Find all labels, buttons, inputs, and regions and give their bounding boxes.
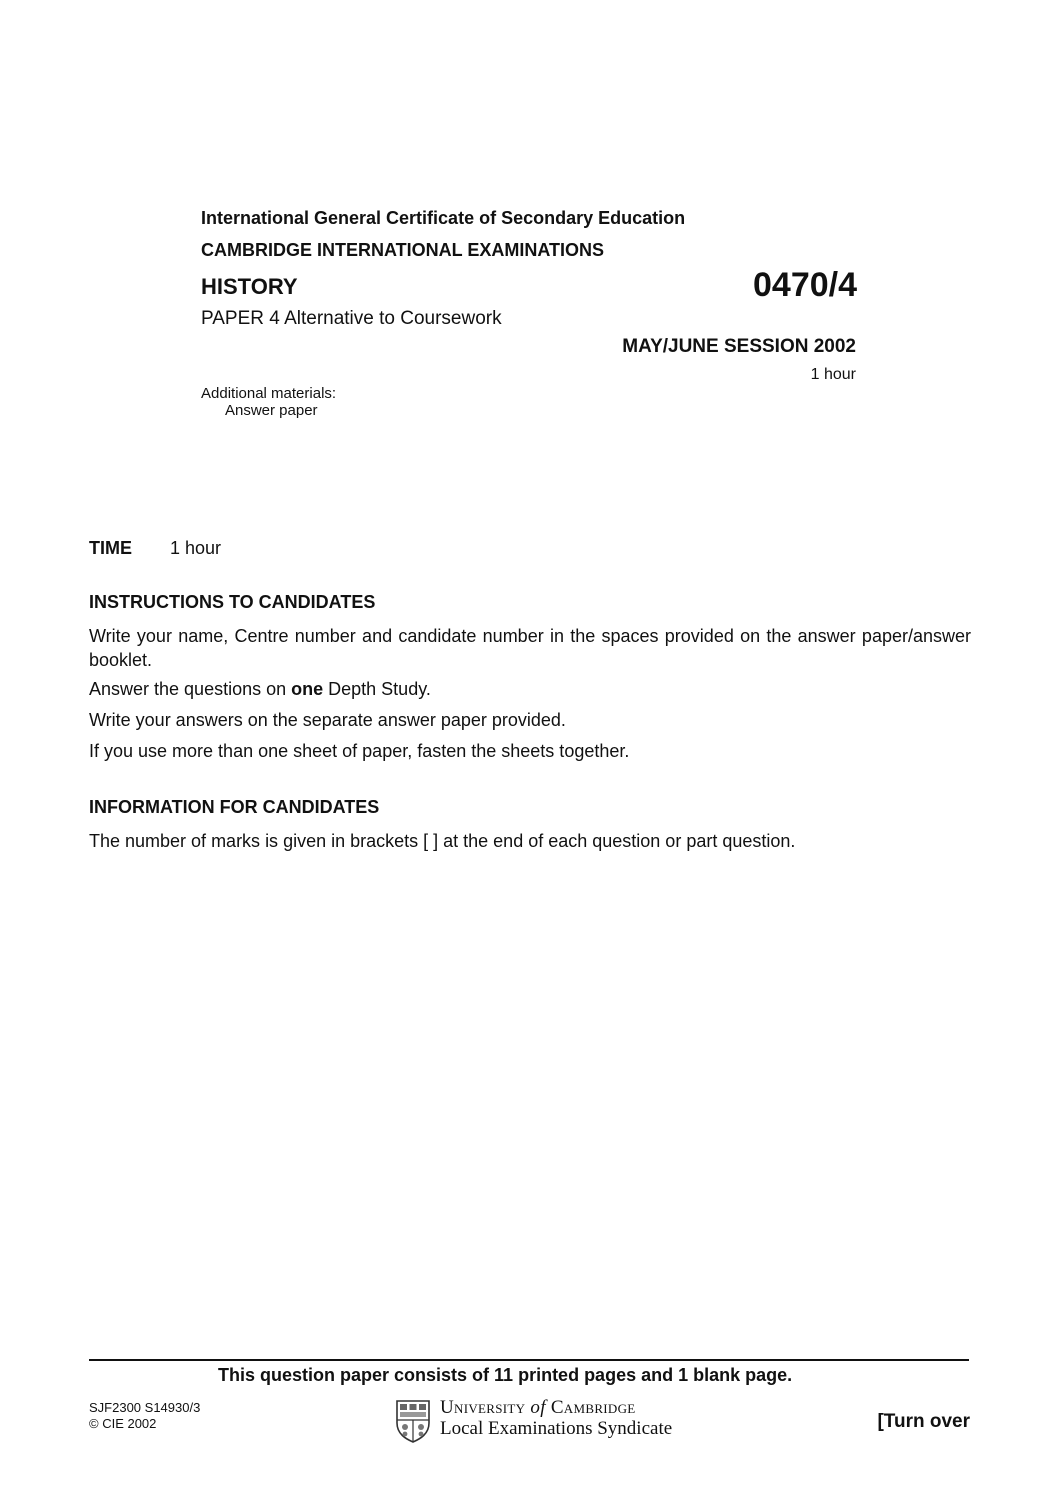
university-name-start: University — [440, 1397, 531, 1418]
university-name — [440, 1397, 636, 1419]
reference-code: SJF2300 S14930/3 — [89, 1400, 201, 1415]
time-label: TIME — [89, 538, 132, 558]
instruction-name-centre: Write your name, Centre number and candidate number in the spaces provided on the answer paper/answer booklet. — [89, 626, 971, 670]
subject-title: HISTORY — [201, 274, 298, 299]
additional-materials-item: Answer paper — [225, 402, 318, 419]
exam-board: CAMBRIDGE INTERNATIONAL EXAMINATIONS — [201, 240, 604, 260]
university-name-end: Cambridge — [545, 1397, 636, 1418]
time-value: 1 hour — [170, 538, 222, 558]
instruction-depth-study-before: Answer the questions on — [89, 679, 292, 699]
paper-title: PAPER 4 Alternative to Coursework — [201, 308, 502, 329]
instruction-fasten-sheets: If you use more than one sheet of paper, fasten the sheets together. — [89, 741, 630, 761]
instruction-answer-paper: Write your answers on the separate answer paper provided. — [89, 710, 566, 730]
exam-duration: 1 hour — [810, 366, 856, 383]
qualification-title: International General Certificate of Secondary Education — [201, 208, 686, 228]
paper-code: 0470/4 — [753, 266, 857, 304]
footer-divider — [89, 1359, 969, 1361]
copyright-notice: © CIE 2002 — [89, 1416, 157, 1431]
university-crest-icon — [395, 1399, 431, 1443]
instructions-heading: INSTRUCTIONS TO CANDIDATES — [89, 592, 376, 612]
additional-materials-label: Additional materials: — [201, 385, 337, 402]
turn-over-note: [Turn over — [877, 1411, 970, 1432]
exam-session: MAY/JUNE SESSION 2002 — [622, 336, 856, 357]
information-marks: The number of marks is given in brackets [ ] at the end of each question or part question. — [89, 831, 796, 851]
syndicate-name: Local Examinations Syndicate — [440, 1418, 673, 1439]
instruction-depth-study — [89, 677, 971, 701]
page-count-note: This question paper consists of 11 printed pages and 1 blank page. — [218, 1365, 793, 1385]
university-name-of: of — [530, 1397, 546, 1418]
instruction-depth-study-emphasis: one — [291, 679, 324, 699]
information-heading: INFORMATION FOR CANDIDATES — [89, 797, 380, 817]
instruction-depth-study-after: Depth Study. — [323, 679, 431, 699]
